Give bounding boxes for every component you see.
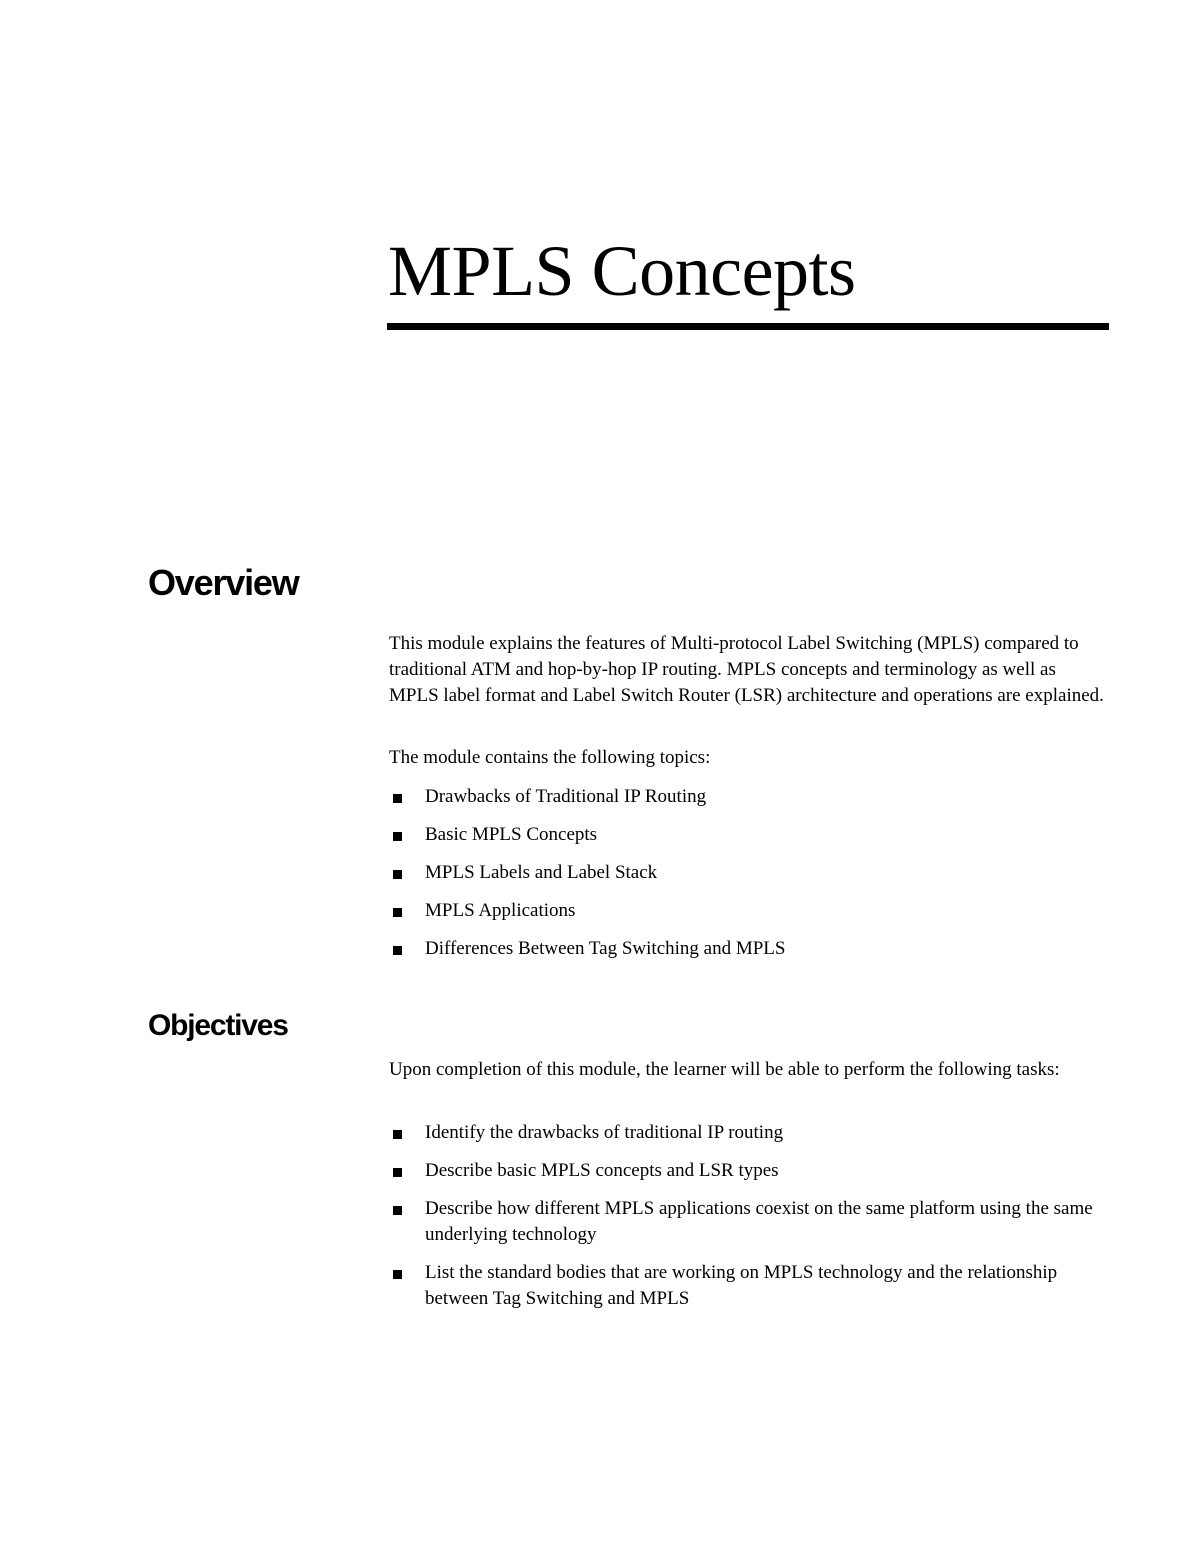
list-item-text: Basic MPLS Concepts xyxy=(425,824,598,845)
list-item xyxy=(389,1260,1104,1312)
list-item xyxy=(389,1120,1104,1146)
list-item-text: Differences Between Tag Switching and MPLS xyxy=(425,938,786,959)
square-bullet-icon xyxy=(393,1168,402,1177)
square-bullet-icon xyxy=(393,1206,402,1215)
list-item-text: Drawbacks of Traditional IP Routing xyxy=(425,786,707,807)
square-bullet-icon xyxy=(393,870,402,879)
square-bullet-icon xyxy=(393,908,402,917)
topics-lead-text: The module contains the following topics: xyxy=(389,747,711,768)
list-item-text: Identify the drawbacks of traditional IP routing xyxy=(425,1122,784,1143)
list-item-text: Describe basic MPLS concepts and LSR types xyxy=(425,1160,779,1181)
list-item xyxy=(389,860,1104,886)
list-item xyxy=(389,822,1104,848)
topics-list xyxy=(389,784,1104,974)
square-bullet-icon xyxy=(393,832,402,841)
list-item xyxy=(389,784,1104,810)
title-rule xyxy=(387,323,1109,330)
square-bullet-icon xyxy=(393,946,402,955)
list-item-text: MPLS Labels and Label Stack xyxy=(425,862,658,883)
list-item-text: Describe how different MPLS applications coexist on the same platform using the same underlying technology xyxy=(425,1198,1093,1245)
overview-intro-paragraph: This module explains the features of Multi-protocol Label Switching (MPLS) compared to traditional ATM and hop-by-hop IP routing. MPLS concepts and terminology as well as MPLS label format and Label Switch Router (LSR) architecture and operations are explained. xyxy=(389,633,1104,706)
list-item xyxy=(389,1196,1104,1248)
objectives-list xyxy=(389,1120,1104,1324)
list-item xyxy=(389,898,1104,924)
square-bullet-icon xyxy=(393,1130,402,1139)
overview-heading: Overview xyxy=(148,562,299,603)
list-item-text: List the standard bodies that are working on MPLS technology and the relationship between Tag Switching and MPLS xyxy=(425,1262,1058,1309)
square-bullet-icon xyxy=(393,794,402,803)
list-item xyxy=(389,936,1104,962)
list-item xyxy=(389,1158,1104,1184)
list-item-text: MPLS Applications xyxy=(425,900,576,921)
page-title: MPLS Concepts xyxy=(388,231,856,311)
objectives-lead-text: Upon completion of this module, the learner will be able to perform the following tasks: xyxy=(389,1059,1060,1080)
objectives-heading: Objectives xyxy=(148,1009,288,1042)
square-bullet-icon xyxy=(393,1270,402,1279)
